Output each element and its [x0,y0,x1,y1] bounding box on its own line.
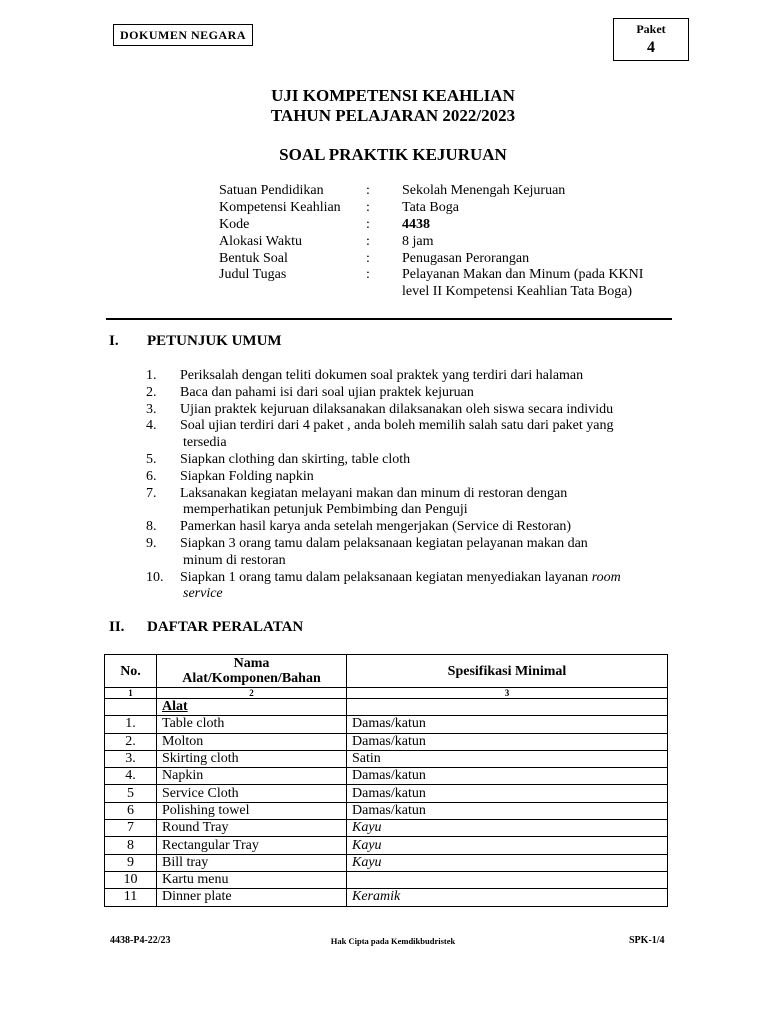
list-item-text: Siapkan 1 orang tamu dalam pelaksanaan kegiatan menyediakan layanan room [180,569,621,585]
list-item-text: Siapkan 3 orang tamu dalam pelaksanaan kegiatan pelayanan makan dan [180,535,588,551]
cell-spec: Damas/katun [347,802,668,819]
cell-spec: Damas/katun [347,785,668,802]
cell-name: Skirting cloth [157,750,347,767]
table-row [105,802,668,819]
cell-spec: Keramik [347,889,668,906]
table-row [105,820,668,837]
footer-code: 4438-P4-22/23 [110,935,171,946]
cell-name: Service Cloth [157,785,347,802]
cell-spec: Damas/katun [347,716,668,733]
section-title: DAFTAR PERALATAN [147,619,304,635]
paket-number: 4 [647,39,655,56]
footer-page: SPK-1/4 [629,935,665,946]
list-item-number: 6. [146,468,157,484]
cell-spec [347,871,668,888]
info-key: Kode [219,217,250,232]
info-value: Tata Boga [402,200,459,215]
list-item [146,368,686,385]
equipment-table [104,654,668,907]
cell-spec: Kayu [347,854,668,871]
cell-no: 3. [105,750,157,767]
index-cell: 1 [105,688,157,699]
info-value: Pelayanan Makan dan Minum (pada KKNI [402,267,644,282]
paket-label: Paket [636,22,666,36]
list-item [146,418,686,452]
cell-name: Kartu menu [157,871,347,888]
table-row [105,854,668,871]
cell-name: Round Tray [157,820,347,837]
section-number: II. [109,619,125,635]
cell-no: 4. [105,768,157,785]
table-row [105,837,668,854]
info-separator: : [366,200,370,215]
list-item-number: 7. [146,485,157,501]
list-item-number: 5. [146,451,157,467]
document-classification-label: DOKUMEN NEGARA [113,24,253,46]
list-item-text-continued: minum di restoran [183,552,286,568]
list-item-number: 4. [146,418,157,434]
table-row [105,889,668,906]
table-row [105,785,668,802]
list-item-text: Ujian praktek kejuruan dilaksanakan dilaksanakan oleh siswa secara individu [180,401,614,417]
list-item [146,486,686,520]
info-key: Alokasi Waktu [219,234,302,249]
header-no: No. [105,655,157,688]
list-item-text: Pamerkan hasil karya anda setelah mengerjakan (Service di Restoran) [180,519,572,535]
cell-name: Molton [157,733,347,750]
list-item-text-continued: tersedia [183,435,227,451]
info-key: Judul Tugas [219,267,287,282]
list-item [146,519,686,536]
cell-no: 7 [105,820,157,837]
info-value-continued: level II Kompetensi Keahlian Tata Boga) [402,284,633,299]
info-value: 4438 [402,217,430,232]
paket-box [613,18,689,61]
table-group-row [105,699,668,716]
info-value: Penugasan Perorangan [402,251,530,266]
table-row [105,871,668,888]
info-separator: : [366,234,370,249]
title-year: TAHUN PELAJARAN 2022/2023 [270,106,516,125]
info-key: Kompetensi Keahlian [219,200,341,215]
cell-no: 6 [105,802,157,819]
cell-no: 1. [105,716,157,733]
info-key: Satuan Pendidikan [219,183,324,198]
table-index-row [105,688,668,699]
list-item-text: Soal ujian terdiri dari 4 paket , anda boleh memilih salah satu dari paket yang [180,418,614,434]
cell-spec: Kayu [347,837,668,854]
info-separator: : [366,183,370,198]
info-separator: : [366,217,370,232]
table-row [105,768,668,785]
section-general-instructions [109,333,409,353]
cell-no: 5 [105,785,157,802]
list-item-text-continued: service [183,586,223,602]
list-item-text: Baca dan pahami isi dari soal ujian praktek kejuruan [180,384,474,400]
list-item [146,570,686,604]
instruction-list [146,368,686,603]
cell-no: 2. [105,733,157,750]
cell-name: Table cloth [157,716,347,733]
cell-no: 8 [105,837,157,854]
section-title: PETUNJUK UMUM [147,333,282,349]
list-item [146,385,686,402]
footer-copyright: Hak Cipta pada Kemdikbudristek [330,936,456,946]
cell-spec: Kayu [347,820,668,837]
list-item-number: 1. [146,368,157,383]
list-item [146,452,686,469]
cell-spec: Satin [347,750,668,767]
table-row [105,750,668,767]
table-header-row [105,655,668,688]
index-cell: 2 [157,688,347,699]
info-value: 8 jam [402,234,434,249]
title-practice: SOAL PRAKTIK KEJURUAN [279,145,507,164]
list-item-number: 10. [146,569,164,585]
list-item-text: Siapkan Folding napkin [180,468,314,484]
section-equipment-list [109,619,409,639]
table-row [105,733,668,750]
cell-spec: Damas/katun [347,768,668,785]
cell-name: Bill tray [157,854,347,871]
info-separator: : [366,267,370,282]
section-number: I. [109,333,119,349]
header-name: Nama Alat/Komponen/Bahan [157,655,347,688]
list-item-number: 8. [146,519,157,535]
cell-name: Dinner plate [157,889,347,906]
info-key: Bentuk Soal [219,251,288,266]
cell-name: Rectangular Tray [157,837,347,854]
cell-no: 11 [105,889,157,906]
list-item-number: 3. [146,401,157,417]
cell-name: Napkin [157,768,347,785]
cell-name: Polishing towel [157,802,347,819]
info-separator: : [366,251,370,266]
info-value: Sekolah Menengah Kejuruan [402,183,566,198]
list-item-text: Siapkan clothing dan skirting, table cloth [180,451,411,467]
list-item [146,469,686,486]
list-item-text: Laksanakan kegiatan melayani makan dan minum di restoran dengan [180,485,568,501]
cell-spec: Damas/katun [347,733,668,750]
list-item [146,402,686,419]
index-cell: 3 [347,688,668,699]
cell-no: 10 [105,871,157,888]
cell-no: 9 [105,854,157,871]
list-item-number: 9. [146,535,157,551]
list-item-text: Periksalah dengan teliti dokumen soal praktek yang terdiri dari halaman [180,368,584,383]
list-item [146,536,686,570]
header-spec: Spesifikasi Minimal [347,655,668,688]
title-exam: UJI KOMPETENSI KEAHLIAN [271,86,515,105]
divider-line [106,318,672,320]
group-label: Alat [157,699,347,716]
list-item-text-continued: memperhatikan petunjuk Pembimbing dan Penguji [183,502,468,518]
list-item-number: 2. [146,384,157,400]
table-row [105,716,668,733]
